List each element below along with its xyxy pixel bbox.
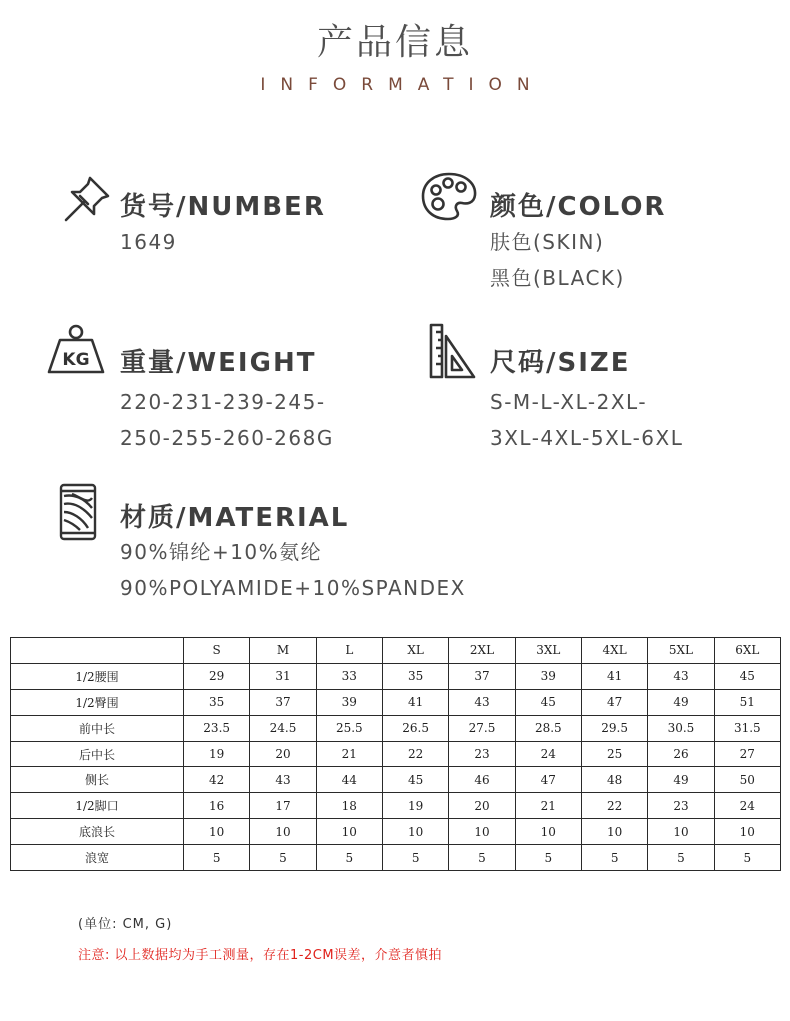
- size-table: [10, 637, 781, 871]
- table-cell: 41: [382, 689, 448, 715]
- table-row: [11, 663, 781, 689]
- table-header-cell: S: [184, 638, 250, 664]
- table-header-cell: 3XL: [515, 638, 581, 664]
- size-value-line1: S-M-L-XL-2XL-: [490, 390, 648, 414]
- table-cell: 20: [250, 741, 316, 767]
- number-value: 1649: [120, 230, 177, 254]
- table-cell: 18: [316, 793, 382, 819]
- page-title: 产品信息: [316, 22, 473, 63]
- table-cell: 25.5: [316, 715, 382, 741]
- table-cell: 43: [250, 767, 316, 793]
- table-cell: 10: [449, 819, 515, 845]
- fabric-spool-icon: [58, 482, 98, 542]
- table-cell: 5: [316, 845, 382, 871]
- table-cell: 10: [184, 819, 250, 845]
- table-header-cell: M: [250, 638, 316, 664]
- table-row: [11, 819, 781, 845]
- table-cell: 30.5: [648, 715, 714, 741]
- table-cell: 22: [581, 793, 647, 819]
- table-cell: 19: [184, 741, 250, 767]
- table-cell: 10: [515, 819, 581, 845]
- ruler-triangle-icon: [428, 322, 478, 380]
- table-cell: 45: [382, 767, 448, 793]
- color-value-black: 黑色(BLACK): [490, 266, 625, 290]
- table-cell: 29.5: [581, 715, 647, 741]
- weight-value-line2: 250-255-260-268G: [120, 426, 334, 450]
- table-row: [11, 715, 781, 741]
- table-cell: 5: [250, 845, 316, 871]
- table-corner-cell: [11, 638, 184, 664]
- table-cell: 5: [714, 845, 780, 871]
- table-cell: 16: [184, 793, 250, 819]
- table-cell: 23: [648, 793, 714, 819]
- table-cell: 31.5: [714, 715, 780, 741]
- table-row-label: 1/2臀围: [11, 689, 184, 715]
- table-row-label: 1/2腰围: [11, 663, 184, 689]
- table-cell: 21: [515, 793, 581, 819]
- table-cell: 10: [250, 819, 316, 845]
- table-row: [11, 741, 781, 767]
- size-label: 尺码/SIZE: [490, 348, 631, 378]
- table-row-label: 底浪长: [11, 819, 184, 845]
- table-cell: 27: [714, 741, 780, 767]
- table-cell: 49: [648, 689, 714, 715]
- table-cell: 28.5: [515, 715, 581, 741]
- table-cell: 50: [714, 767, 780, 793]
- table-header-row: [11, 638, 781, 664]
- table-row: [11, 793, 781, 819]
- table-cell: 25: [581, 741, 647, 767]
- table-cell: 47: [515, 767, 581, 793]
- material-value-cn: 90%锦纶+10%氨纶: [120, 540, 323, 564]
- table-cell: 24: [515, 741, 581, 767]
- table-cell: 29: [184, 663, 250, 689]
- table-cell: 44: [316, 767, 382, 793]
- table-cell: 10: [648, 819, 714, 845]
- unit-note: (单位: CM, G): [78, 917, 173, 932]
- table-cell: 20: [449, 793, 515, 819]
- table-cell: 5: [449, 845, 515, 871]
- table-cell: 26: [648, 741, 714, 767]
- table-cell: 42: [184, 767, 250, 793]
- table-cell: 46: [449, 767, 515, 793]
- size-value-line2: 3XL-4XL-5XL-6XL: [490, 426, 684, 450]
- table-cell: 5: [515, 845, 581, 871]
- material-value-en: 90%POLYAMIDE+10%SPANDEX: [120, 576, 466, 600]
- table-cell: 31: [250, 663, 316, 689]
- color-value-skin: 肤色(SKIN): [490, 230, 605, 254]
- kg-weight-icon: [46, 322, 106, 378]
- table-cell: 22: [382, 741, 448, 767]
- table-cell: 23: [449, 741, 515, 767]
- table-cell: 5: [648, 845, 714, 871]
- table-cell: 21: [316, 741, 382, 767]
- table-cell: 5: [581, 845, 647, 871]
- table-header-cell: 5XL: [648, 638, 714, 664]
- table-cell: 35: [382, 663, 448, 689]
- material-label: 材质/MATERIAL: [120, 503, 350, 533]
- weight-value-line1: 220-231-239-245-: [120, 390, 326, 414]
- table-header-cell: 4XL: [581, 638, 647, 664]
- page-subtitle: INFORMATION: [260, 75, 545, 95]
- table-cell: 27.5: [449, 715, 515, 741]
- color-label: 颜色/COLOR: [490, 192, 667, 222]
- palette-icon: [420, 170, 478, 222]
- table-cell: 26.5: [382, 715, 448, 741]
- table-row-label: 1/2脚口: [11, 793, 184, 819]
- table-cell: 10: [316, 819, 382, 845]
- table-row: [11, 767, 781, 793]
- table-cell: 45: [714, 663, 780, 689]
- table-cell: 17: [250, 793, 316, 819]
- table-cell: 5: [382, 845, 448, 871]
- pushpin-icon: [58, 172, 114, 228]
- table-cell: 37: [449, 663, 515, 689]
- table-row: [11, 689, 781, 715]
- table-cell: 45: [515, 689, 581, 715]
- table-row-label: 侧长: [11, 767, 184, 793]
- table-header-cell: XL: [382, 638, 448, 664]
- table-cell: 43: [648, 663, 714, 689]
- table-cell: 23.5: [184, 715, 250, 741]
- measurement-warning: 注意: 以上数据均为手工测量，存在1-2CM误差，介意者慎拍: [78, 948, 443, 963]
- table-cell: 48: [581, 767, 647, 793]
- table-cell: 49: [648, 767, 714, 793]
- table-cell: 51: [714, 689, 780, 715]
- table-cell: 39: [515, 663, 581, 689]
- table-cell: 19: [382, 793, 448, 819]
- number-label: 货号/NUMBER: [120, 192, 326, 222]
- table-cell: 37: [250, 689, 316, 715]
- table-row-label: 浪宽: [11, 845, 184, 871]
- table-cell: 24.5: [250, 715, 316, 741]
- table-cell: 47: [581, 689, 647, 715]
- table-row: [11, 845, 781, 871]
- table-cell: 10: [714, 819, 780, 845]
- table-row-label: 前中长: [11, 715, 184, 741]
- table-cell: 10: [382, 819, 448, 845]
- table-cell: 33: [316, 663, 382, 689]
- table-cell: 24: [714, 793, 780, 819]
- weight-label: 重量/WEIGHT: [120, 348, 317, 378]
- table-header-cell: 6XL: [714, 638, 780, 664]
- table-row-label: 后中长: [11, 741, 184, 767]
- svg-text:KG: KG: [62, 350, 90, 370]
- table-header-cell: 2XL: [449, 638, 515, 664]
- table-cell: 41: [581, 663, 647, 689]
- table-header-cell: L: [316, 638, 382, 664]
- table-cell: 5: [184, 845, 250, 871]
- table-cell: 10: [581, 819, 647, 845]
- table-cell: 39: [316, 689, 382, 715]
- table-cell: 43: [449, 689, 515, 715]
- table-cell: 35: [184, 689, 250, 715]
